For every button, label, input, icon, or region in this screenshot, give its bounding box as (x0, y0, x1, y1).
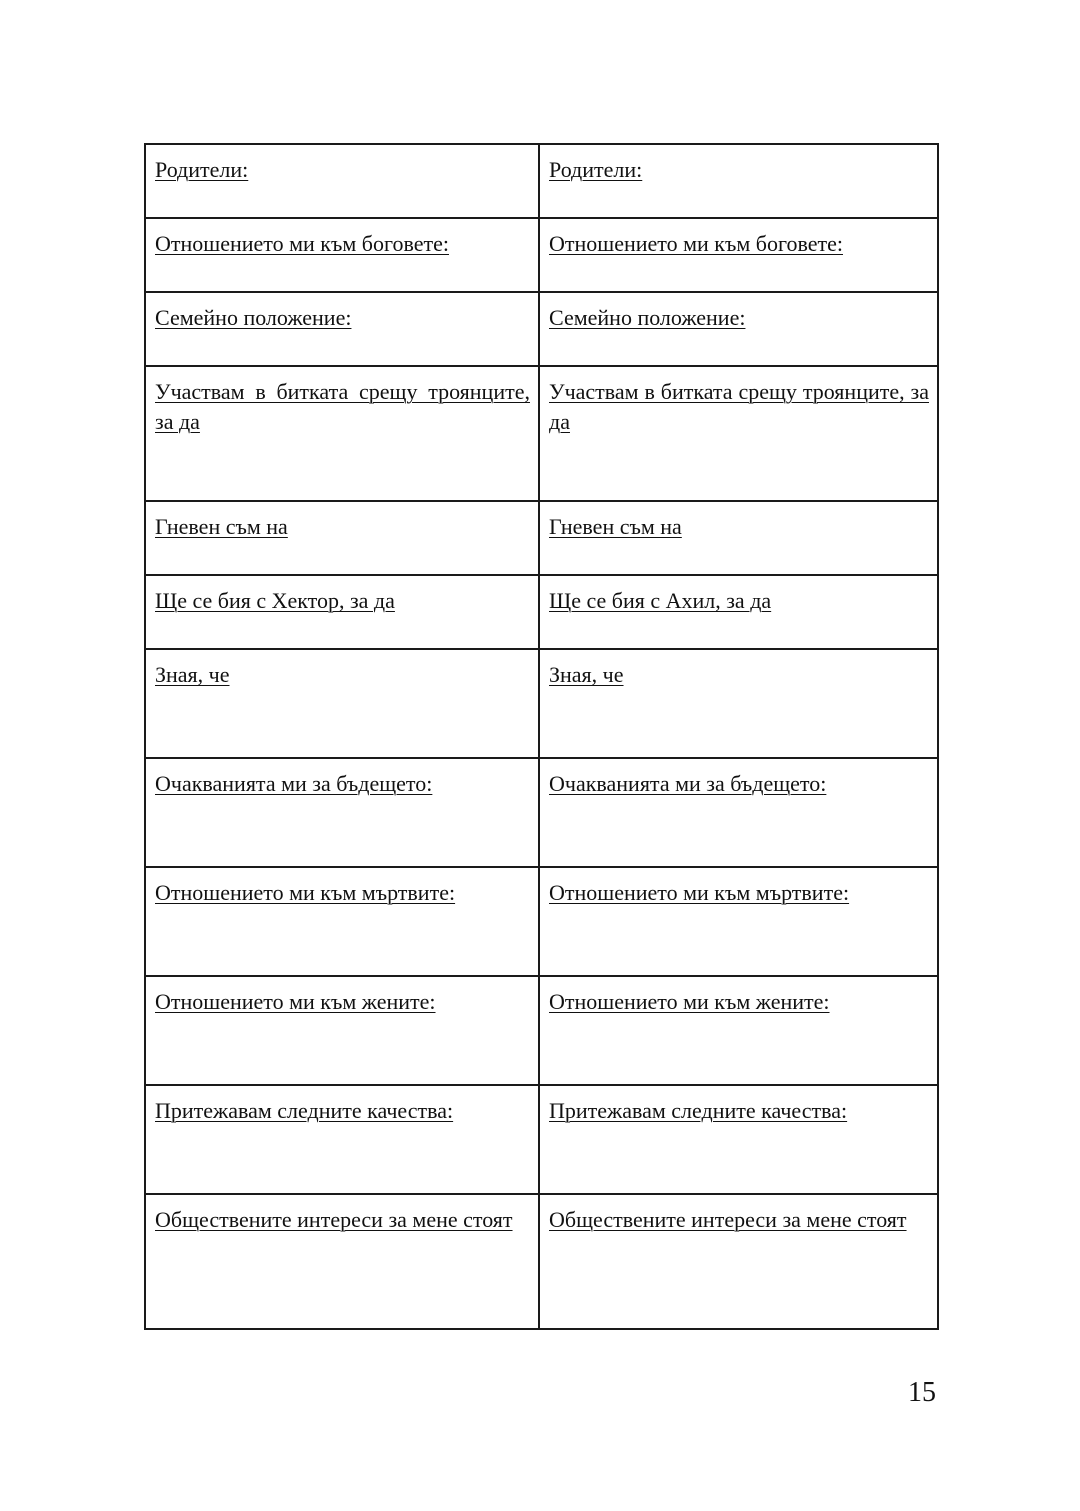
table-row (145, 867, 938, 976)
table-cell-left (145, 366, 539, 501)
table-row (145, 1085, 938, 1194)
table-cell-right (539, 501, 938, 575)
table-row (145, 218, 938, 292)
table-cell-right (539, 976, 938, 1085)
cell-label: Семейно положение: (549, 305, 746, 330)
table-row (145, 1194, 938, 1329)
table-cell-right (539, 218, 938, 292)
cell-label: Ще се бия с Хектор, за да (155, 588, 395, 613)
cell-label: Участвам в битката срещу троянците, за да (155, 379, 530, 434)
table-row (145, 501, 938, 575)
table-cell-right (539, 144, 938, 218)
cell-label: Отношението ми към боговете: (549, 231, 843, 256)
cell-label: Притежавам следните качества: (155, 1098, 454, 1123)
table-cell-left (145, 218, 539, 292)
table-row (145, 575, 938, 649)
cell-label: Обществените интереси за мене стоят (549, 1207, 907, 1232)
table-cell-right (539, 292, 938, 366)
table-cell-left (145, 976, 539, 1085)
table-row (145, 292, 938, 366)
cell-label: Отношението ми към жените: (549, 989, 830, 1014)
cell-label: Отношението ми към жените: (155, 989, 436, 1014)
cell-label: Участвам в битката срещу троянците, за да (549, 379, 929, 434)
character-comparison-table (144, 143, 939, 1330)
cell-label: Зная, че (549, 662, 624, 687)
page-number: 15 (908, 1377, 936, 1408)
cell-label: Отношението ми към мъртвите: (155, 880, 456, 905)
table-row (145, 366, 938, 501)
table-cell-left (145, 867, 539, 976)
table-cell-right (539, 1194, 938, 1329)
table-cell-left (145, 649, 539, 758)
cell-label: Зная, че (155, 662, 230, 687)
table-cell-left (145, 575, 539, 649)
cell-label: Ще се бия с Ахил, за да (549, 588, 772, 613)
table-cell-left (145, 144, 539, 218)
cell-label: Гневен съм на (549, 514, 682, 539)
cell-label: Отношението ми към боговете: (155, 231, 449, 256)
cell-label: Притежавам следните качества: (549, 1098, 848, 1123)
cell-label: Семейно положение: (155, 305, 352, 330)
table-cell-right (539, 758, 938, 867)
table-row (145, 976, 938, 1085)
table-row (145, 758, 938, 867)
table-cell-right (539, 575, 938, 649)
table-cell-left (145, 1085, 539, 1194)
cell-label: Очакванията ми за бъдещето: (549, 771, 827, 796)
table-row (145, 649, 938, 758)
cell-label: Родители: (155, 157, 249, 182)
cell-label: Гневен съм на (155, 514, 288, 539)
cell-label: Очакванията ми за бъдещето: (155, 771, 433, 796)
table-cell-right (539, 366, 938, 501)
table-cell-right (539, 649, 938, 758)
table-cell-left (145, 1194, 539, 1329)
cell-label: Обществените интереси за мене стоят (155, 1207, 513, 1232)
table-cell-right (539, 867, 938, 976)
table-cell-right (539, 1085, 938, 1194)
table-cell-left (145, 501, 539, 575)
table-cell-left (145, 758, 539, 867)
table-cell-left (145, 292, 539, 366)
table-row (145, 144, 938, 218)
cell-label: Отношението ми към мъртвите: (549, 880, 850, 905)
cell-label: Родители: (549, 157, 643, 182)
